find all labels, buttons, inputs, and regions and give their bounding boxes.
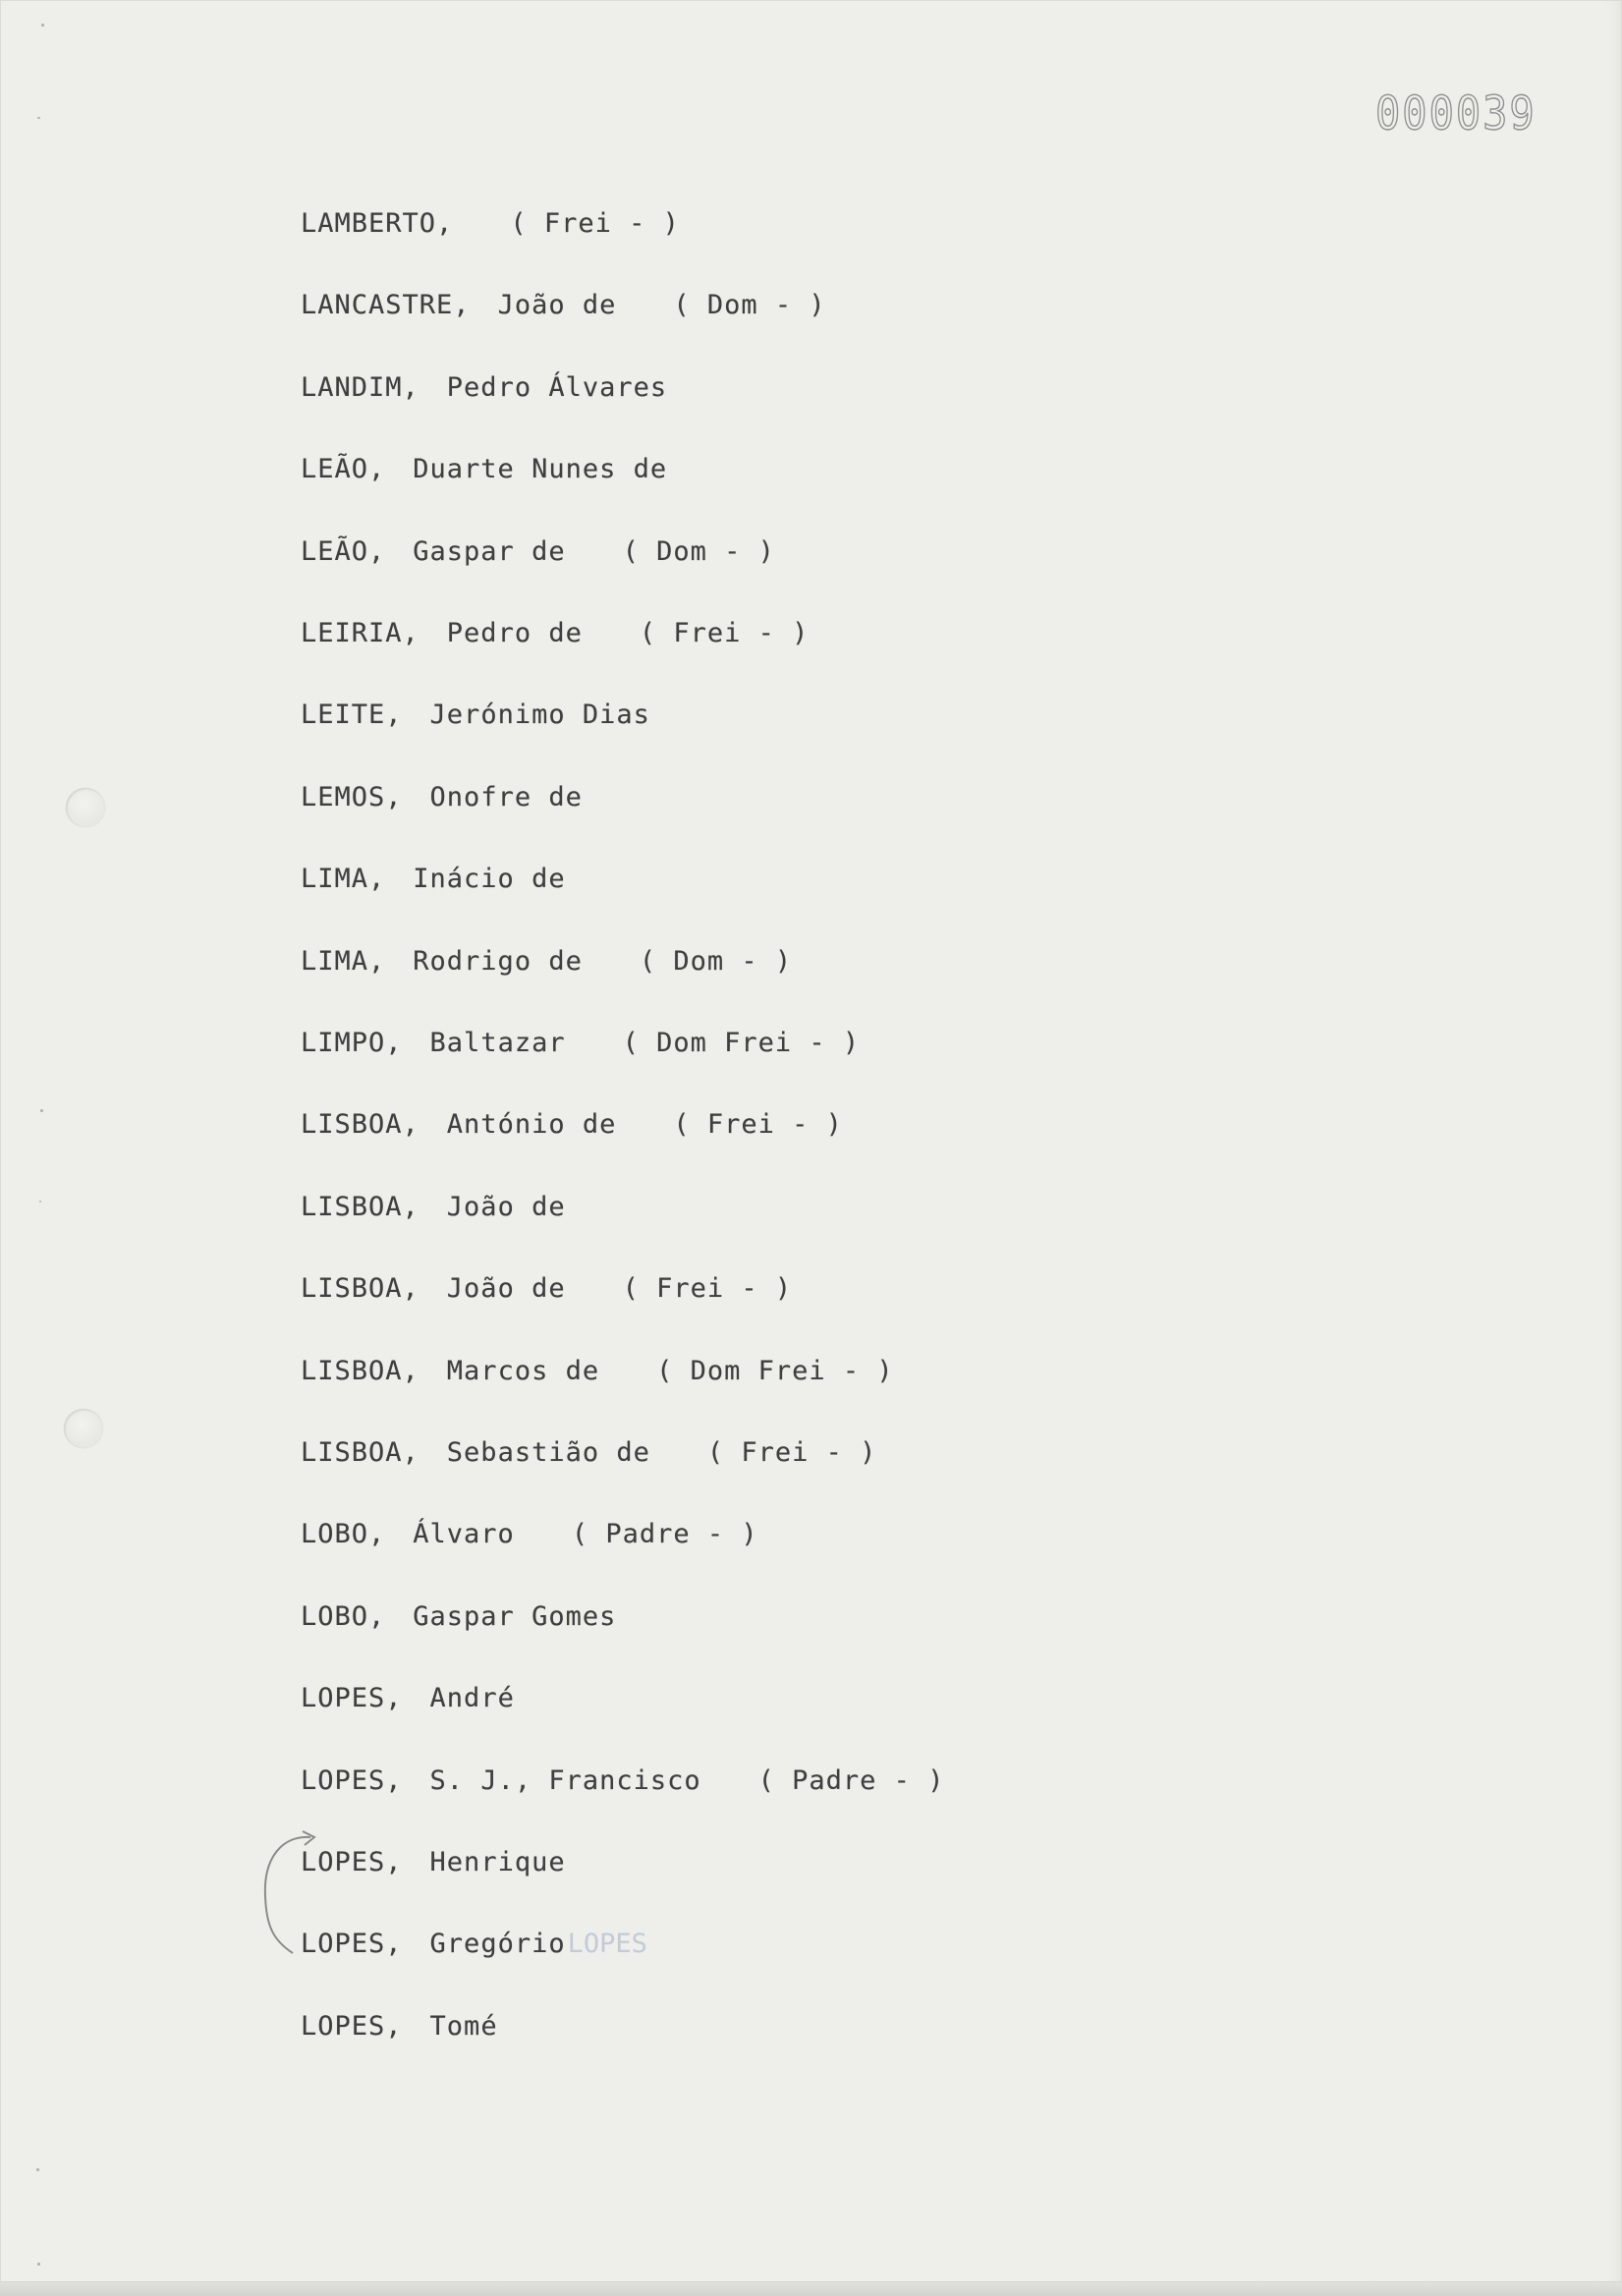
entry-surname: LISBOA, [301, 1356, 419, 1386]
entry-title: ( Frei - ) [510, 208, 680, 239]
entry-title: ( Frei - ) [706, 1437, 877, 1468]
entry-surname: LOPES, [301, 1847, 403, 1877]
entry-surname: LOPES, [301, 1683, 403, 1713]
index-entry [301, 454, 667, 497]
entry-given-name: António de [446, 1109, 617, 1140]
index-entry [301, 1437, 876, 1481]
entry-surname: LOPES, [301, 2011, 403, 2042]
entry-surname: LANCASTRE, [301, 290, 471, 320]
entry-given-name: Jerónimo Dias [429, 700, 650, 730]
entry-given-name: Henrique [429, 1847, 566, 1877]
index-entry [301, 1847, 566, 1890]
index-entry [301, 290, 826, 333]
entry-given-name: Onofre de [429, 782, 583, 812]
index-entry [301, 1683, 515, 1726]
entry-title: ( Padre - ) [571, 1519, 758, 1549]
entry-given-name: João de [446, 1273, 566, 1304]
entry-given-name: Gregório [429, 1929, 566, 1959]
entry-surname: LISBOA, [301, 1273, 419, 1304]
entry-title: ( Frei - ) [639, 618, 810, 648]
entry-surname: LOPES, [301, 1765, 403, 1796]
entry-given-name: Rodrigo de [413, 946, 583, 977]
index-entry [301, 618, 809, 661]
entry-given-name: Inácio de [413, 864, 566, 894]
entry-surname: LIMA, [301, 946, 386, 977]
index-entry [301, 1192, 566, 1235]
entry-given-name: André [429, 1683, 515, 1713]
entry-given-name: João de [497, 290, 617, 320]
entry-given-name: Sebastião de [446, 1437, 650, 1468]
page-number: 000039 [1375, 86, 1537, 140]
index-entry [301, 536, 775, 580]
index-entry [301, 1356, 894, 1399]
entry-surname: LOBO, [301, 1601, 386, 1632]
entry-surname: LISBOA, [301, 1192, 419, 1222]
entry-surname: LEIRIA, [301, 618, 419, 648]
entry-title: ( Dom - ) [622, 536, 775, 567]
entry-given-name: Marcos de [446, 1356, 600, 1386]
entry-surname: LISBOA, [301, 1437, 419, 1468]
entry-surname: LIMPO, [301, 1028, 403, 1058]
entry-given-name: S. J., Francisco [429, 1765, 701, 1796]
entry-title: ( Frei - ) [673, 1109, 843, 1140]
entry-surname: LOBO, [301, 1519, 386, 1549]
entry-surname: LISBOA, [301, 1109, 419, 1140]
entry-surname: LEÃO, [301, 454, 386, 484]
entry-given-name: Baltazar [429, 1028, 566, 1058]
entry-title: ( Dom Frei - ) [622, 1028, 861, 1058]
entry-given-name: Pedro de [446, 618, 583, 648]
entry-title: ( Dom - ) [673, 290, 826, 320]
faded-overstrike-text: LOPES [567, 1929, 647, 1959]
entry-given-name: Álvaro [413, 1519, 515, 1549]
index-entry [301, 208, 680, 252]
entry-given-name: Pedro Álvares [446, 372, 668, 403]
entry-given-name: João de [446, 1192, 566, 1222]
index-entry [301, 946, 792, 989]
index-entry [301, 372, 667, 416]
entry-title: ( Dom - ) [639, 946, 793, 977]
entry-title: ( Dom Frei - ) [656, 1356, 894, 1386]
entry-surname: LIMA, [301, 864, 386, 894]
index-entry [301, 1109, 843, 1152]
index-entry [301, 1519, 758, 1562]
index-entry [301, 782, 583, 825]
index-entry [301, 700, 650, 743]
index-entry [301, 1028, 860, 1071]
entry-title: ( Frei - ) [622, 1273, 793, 1304]
entry-given-name: Gaspar Gomes [413, 1601, 617, 1632]
index-entry [301, 1601, 616, 1645]
entry-given-name: Duarte Nunes de [413, 454, 668, 484]
entry-surname: LAMBERTO, [301, 208, 454, 239]
index-entry [301, 864, 566, 907]
entry-given-name: Tomé [429, 2011, 498, 2042]
entry-surname: LANDIM, [301, 372, 419, 403]
entry-surname: LEMOS, [301, 782, 403, 812]
entry-given-name: Gaspar de [413, 536, 566, 567]
index-entry [301, 2011, 498, 2054]
entry-title: ( Padre - ) [757, 1765, 945, 1796]
index-entry [301, 1929, 647, 1972]
index-entry [301, 1273, 792, 1316]
entry-surname: LEITE, [301, 700, 403, 730]
index-entry [301, 1765, 944, 1809]
entry-surname: LOPES, [301, 1929, 403, 1959]
entry-surname: LEÃO, [301, 536, 386, 567]
